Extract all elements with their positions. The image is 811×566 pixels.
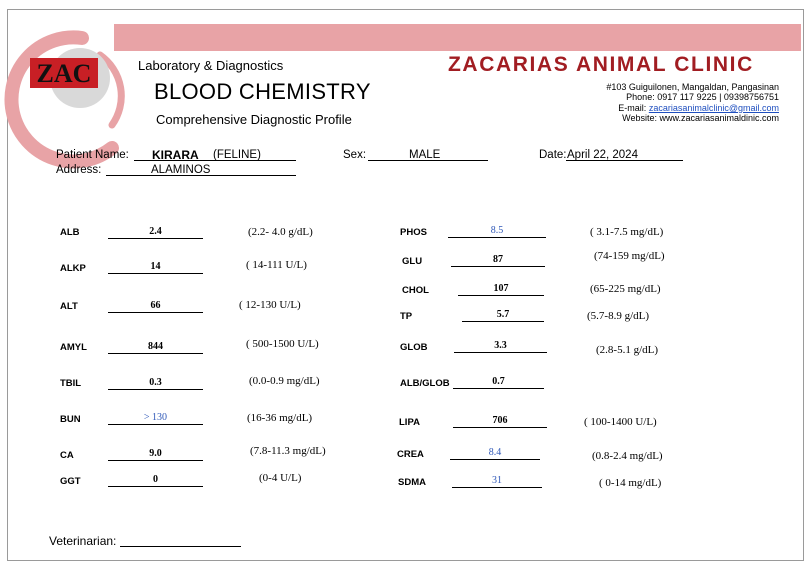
test-abbr-alt: ALT: [60, 301, 78, 312]
test-value-crea: 8.4: [450, 447, 540, 460]
clinic-website: Website: www.zacariasanimaldinic.com: [622, 113, 779, 124]
test-value-alb: 2.4: [108, 226, 203, 239]
test-ref-alkp: ( 14-111 U/L): [246, 259, 307, 271]
test-abbr-glu: GLU: [402, 256, 423, 267]
email-label: E-mail:: [618, 102, 649, 113]
patient-name-value: KIRARA: [152, 148, 199, 162]
test-abbr-ca: CA: [60, 450, 74, 461]
test-abbr-sdma: SDMA: [398, 477, 426, 488]
test-abbr-chol: CHOL: [402, 285, 429, 296]
sex-value: MALE: [409, 149, 441, 161]
test-abbr-tp: TP: [400, 311, 413, 322]
test-ref-sdma: ( 0-14 mg/dL): [599, 477, 662, 489]
test-ref-crea: (0.8-2.4 mg/dL): [592, 450, 663, 462]
logo-text: ZAC: [36, 59, 92, 88]
test-value-alt: 66: [108, 300, 203, 313]
test-abbr-ggt: GGT: [60, 476, 81, 487]
test-value-alb-glob: 0.7: [453, 376, 544, 389]
test-abbr-tbil: TBIL: [60, 378, 82, 389]
clinic-contact: [606, 82, 779, 124]
header-banner: [114, 24, 801, 51]
test-ref-lipa: ( 100-1400 U/L): [584, 416, 657, 428]
clinic-phone: Phone: 0917 117 9225 | 09398756751: [626, 92, 779, 103]
address-value: ALAMINOS: [151, 164, 211, 176]
test-ref-alt: ( 12-130 U/L): [239, 299, 301, 311]
clinic-name: ZACARIAS ANIMAL CLINIC: [448, 53, 754, 76]
lab-diagnostics-label: Laboratory & Diagnostics: [138, 58, 284, 73]
test-ref-alb: (2.2- 4.0 g/dL): [248, 226, 313, 238]
page-subtitle: Comprehensive Diagnostic Profile: [156, 112, 352, 127]
test-abbr-alb-glob: ALB/GLOB: [400, 378, 450, 389]
test-abbr-phos: PHOS: [400, 227, 427, 238]
clinic-address: #103 Guiguilonen, Mangaldan, Pangasinan: [606, 82, 779, 92]
sex-label: Sex:: [343, 149, 367, 161]
test-ref-bun: (16-36 mg/dL): [247, 412, 313, 424]
test-value-alkp: 14: [108, 261, 203, 274]
test-value-glu: 87: [451, 254, 545, 267]
test-ref-ca: (7.8-11.3 mg/dL): [250, 445, 326, 457]
test-value-lipa: 706: [453, 415, 547, 428]
test-ref-glu: (74-159 mg/dL): [594, 250, 665, 262]
test-ref-glob: (2.8-5.1 g/dL): [596, 344, 659, 356]
test-value-phos: 8.5: [448, 225, 546, 238]
test-value-bun: > 130: [108, 412, 203, 425]
test-ref-amyl: ( 500-1500 U/L): [246, 338, 319, 350]
test-ref-tp: (5.7-8.9 g/dL): [587, 310, 650, 322]
test-value-glob: 3.3: [454, 340, 547, 353]
test-value-tp: 5.7: [462, 309, 544, 322]
date-label: Date:: [539, 149, 567, 161]
test-ref-ggt: (0-4 U/L): [259, 472, 302, 484]
test-abbr-lipa: LIPA: [399, 417, 420, 428]
clinic-email-row: [606, 103, 779, 113]
test-value-ggt: 0: [108, 474, 203, 487]
test-ref-tbil: (0.0-0.9 mg/dL): [249, 375, 320, 387]
test-value-tbil: 0.3: [108, 377, 203, 390]
veterinarian-label: Veterinarian:: [49, 534, 117, 548]
patient-species-value: (FELINE): [213, 149, 261, 161]
veterinarian-signature-line: [120, 546, 241, 547]
patient-name-label: Patient Name:: [56, 149, 129, 161]
test-abbr-bun: BUN: [60, 414, 81, 425]
test-ref-phos: ( 3.1-7.5 mg/dL): [590, 226, 664, 238]
page-title: BLOOD CHEMISTRY: [154, 79, 371, 104]
email-link[interactable]: zacariasanimalclinic@gmail.com: [648, 102, 779, 113]
test-value-amyl: 844: [108, 341, 203, 354]
test-abbr-glob: GLOB: [400, 342, 428, 353]
test-value-sdma: 31: [452, 475, 542, 488]
test-value-chol: 107: [458, 283, 544, 296]
address-label: Address:: [56, 164, 102, 176]
test-value-ca: 9.0: [108, 448, 203, 461]
test-abbr-alb: ALB: [60, 227, 80, 238]
test-abbr-alkp: ALKP: [60, 263, 86, 274]
test-abbr-crea: CREA: [397, 449, 424, 460]
test-abbr-amyl: AMYL: [60, 342, 87, 353]
date-value: April 22, 2024: [567, 149, 638, 161]
test-ref-chol: (65-225 mg/dL): [590, 283, 661, 295]
